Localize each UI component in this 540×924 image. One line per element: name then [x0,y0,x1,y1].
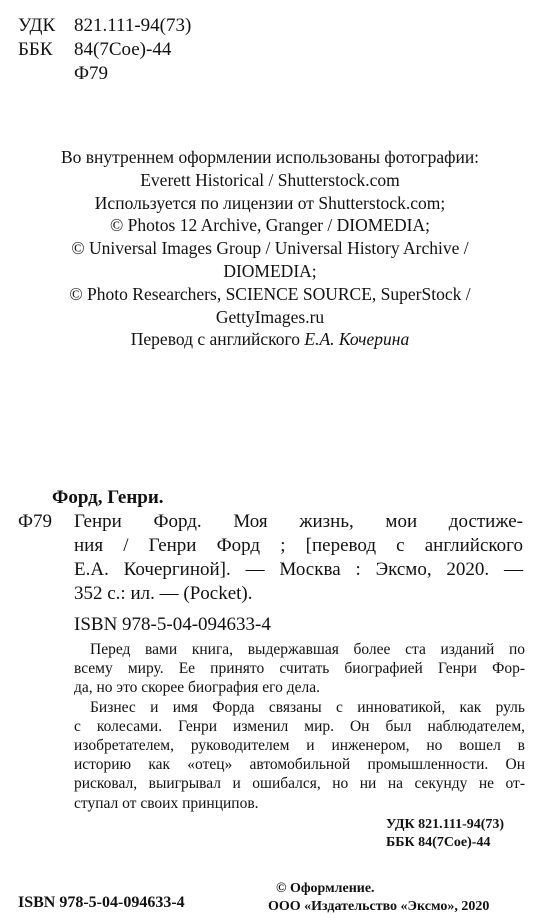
annotation-line: Перед вами книга, выдержавшая более ста изданий по [90,641,525,658]
bbk-row [18,38,191,62]
copyright-publisher: ООО «Издательство «Эксмо», 2020 [268,899,490,914]
photo-credits [0,146,540,351]
credit-line: © Photo Researchers, SCIENCE SOURCE, SuperStock / [69,283,471,304]
translation-credit [0,328,540,351]
annotation-line: изобретателем, руководителем и инженером, но вошел в [74,737,525,755]
credit-line: GettyImages.ru [215,306,325,327]
udk-label: УДК [18,15,56,36]
udk-row [18,14,191,38]
author-mark-row [18,62,191,86]
bbk-label: ББК [18,39,53,60]
catalog-card [18,486,523,606]
footer-codes [386,816,504,852]
card-body [18,510,523,606]
annotation-line: рисковал, выигрывал и ошибался, но ни на секунду не от- [74,775,525,793]
copyright-block [268,880,489,916]
credit-line: © Photos 12 Archive, Granger / DIOMEDIA; [110,215,430,236]
card-line: Е.А. Кочергиной]. — Москва : Эксмо, 2020. — [74,559,523,580]
annotation-line: историю как «отец» автомобильной промышленности. Он [74,756,525,774]
author-mark: Ф79 [74,63,109,84]
copyright-design: © Оформление. [276,881,375,896]
card-line: ния / Генри Форд ; [перевод с английского [74,535,523,556]
annotation-line: Бизнес и имя Форда связаны с инноватикой, как руль [90,698,525,716]
annotation-line: всему миру. Ее принято считать биографией Генри Фор- [74,660,525,678]
card-isbn: ISBN 978-5-04-094633-4 [74,614,271,635]
footer-udk: УДК 821.111-94(73) [386,817,505,832]
annotation [74,640,525,813]
translation-prefix: Перевод с английского [130,329,301,350]
annotation-line: с колесами. Генри изменил мир. Он был наблюдателем, [74,717,525,735]
translator-name: Е.А. Кочерина [304,329,410,350]
udk-value: 821.111-94(73) [74,15,192,36]
footer-bbk: ББК 84(7Сое)-44 [386,835,491,850]
credit-line: DIOMEDIA; [223,260,317,281]
annotation-line: да, но это скорее биография его дела. [74,679,321,697]
credit-line: Во внутреннем оформлении использованы фотографии: [60,147,480,167]
bbk-value: 84(7Сое)-44 [74,39,172,60]
classification-codes [18,14,191,86]
credit-line: © Universal Images Group / Universal History Archive / [71,238,469,259]
card-class-mark: Ф79 [18,511,53,532]
credit-line: Everett Historical / Shutterstock.com [140,169,400,190]
card-heading: Форд, Генри. [52,487,164,508]
card-line: Генри Форд. Моя жизнь, мои достиже- [74,511,523,532]
annotation-line: ступал от своих принципов. [74,794,259,812]
footer-isbn: ISBN 978-5-04-094633-4 [18,894,185,911]
credit-line: Используется по лицензии от Shutterstock.com; [94,192,446,213]
card-line: 352 с.: ил. — (Pocket). [74,583,253,604]
